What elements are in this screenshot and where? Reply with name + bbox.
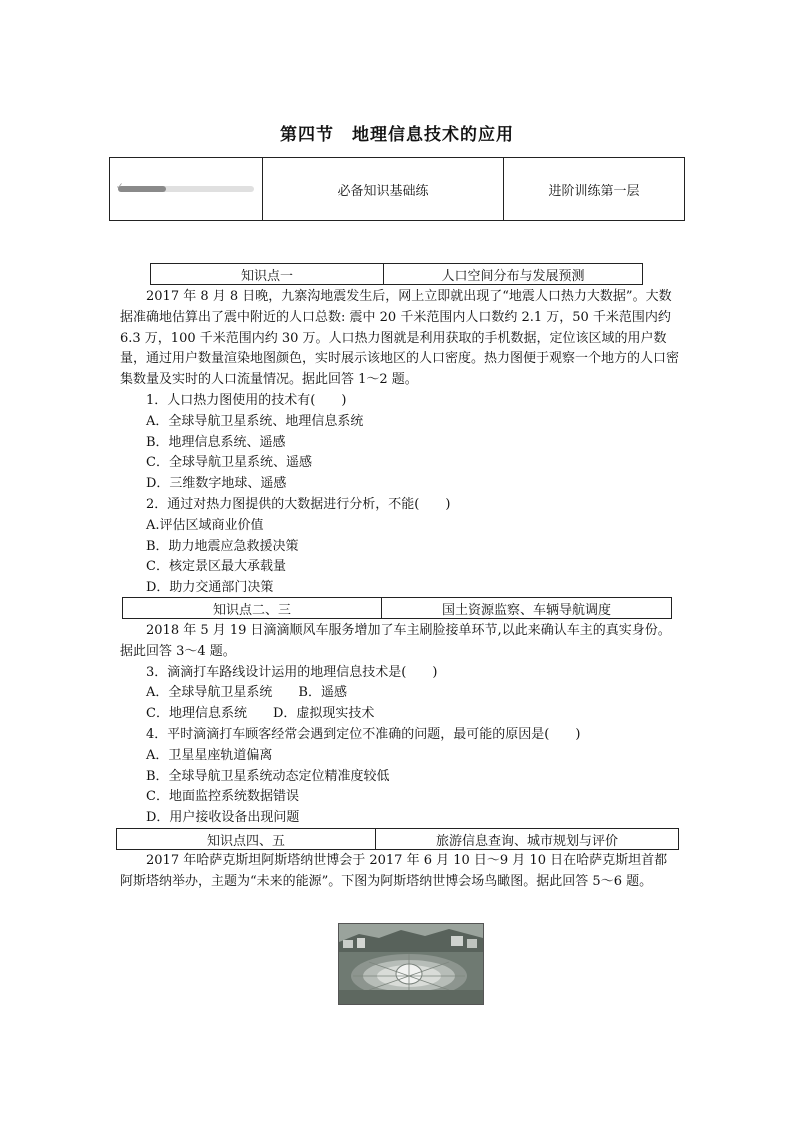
progress-bar-fill	[118, 186, 166, 192]
question-block-2	[120, 621, 680, 829]
checkmark-icon: ✓	[116, 182, 124, 192]
page-title: 第四节 地理信息技术的应用	[280, 125, 514, 145]
option-line: D．用户接收设备出现问题	[146, 810, 300, 826]
exercise-header-table	[109, 157, 685, 221]
progress-bar	[116, 182, 254, 192]
section-header-2	[122, 597, 672, 619]
section-knowledge-point: 知识点一	[151, 264, 384, 285]
option-line: D．三维数字地球、遥感	[146, 476, 287, 492]
option-line: A.评估区域商业价值	[146, 517, 264, 533]
section-header-3	[116, 828, 679, 850]
question-line: 2．通过对热力图提供的大数据进行分析，不能( )	[146, 496, 451, 512]
question-line: 4．平时滴滴打车顾客经常会遇到定位不准确的问题，最可能的原因是( )	[146, 726, 581, 742]
option-line: C．地理信息系统 D．虚拟现实技术	[146, 706, 375, 722]
option-line: C．全球导航卫星系统、遥感	[146, 455, 312, 471]
level-basic-label: 必备知识基础练	[263, 158, 504, 221]
option-line: A．卫星星座轨道偏离	[146, 747, 273, 763]
question-block-1	[120, 287, 680, 599]
level-advanced-label: 进阶训练第一层	[504, 158, 685, 221]
option-line: D．助力交通部门决策	[146, 580, 274, 596]
section-topic: 国土资源监察、车辆导航调度	[382, 598, 672, 619]
option-line: C．地面监控系统数据错误	[146, 789, 299, 805]
passage: 2018 年 5 月 19 日滴滴顺风车服务增加了车主刷脸接单环节,以此来确认车主的真实身份。据此回答 3～4 题。	[120, 623, 671, 659]
progress-cell	[110, 158, 263, 221]
question-line: 1．人口热力图使用的技术有( )	[146, 392, 347, 408]
section-knowledge-point: 知识点四、五	[117, 829, 376, 850]
passage: 2017 年哈萨克斯坦阿斯塔纳世博会于 2017 年 6 月 10 日～9 月 10 日在哈萨克斯坦首都阿斯塔纳举办，主题为“未来的能源”。下图为阿斯塔纳世博会场鸟瞰图。据此回答 5～6 题。	[120, 853, 668, 889]
section-topic: 旅游信息查询、城市规划与评价	[376, 829, 679, 850]
option-line: B．全球导航卫星系统动态定位精准度较低	[146, 768, 390, 784]
option-line: A．全球导航卫星系统、地理信息系统	[146, 413, 364, 429]
expo-aerial-photo	[338, 923, 484, 1005]
option-line: B．地理信息系统、遥感	[146, 434, 286, 450]
option-line: A．全球导航卫星系统 B．遥感	[146, 685, 347, 701]
question-line: 3．滴滴打车路线设计运用的地理信息技术是( )	[146, 664, 438, 680]
section-header-1	[150, 263, 643, 285]
option-line: C．核定景区最大承载量	[146, 559, 286, 575]
question-block-3	[120, 851, 680, 893]
option-line: B．助力地震应急救援决策	[146, 538, 299, 554]
section-topic: 人口空间分布与发展预测	[384, 264, 643, 285]
passage: 2017 年 8 月 8 日晚，九寨沟地震发生后，网上立即就出现了“地震人口热力大数据”。大数据准确地估算出了震中附近的人口总数: 震中 20 千米范围内人口数约 2.1 万，50 千米范围内约 6.3 万，100 千米范围内约 30 万。人口热力图就是利用获取的手机数据，定位该区域的用户数量，通过用户数量渲染地图颜色，实时展示该地区的人口密度。热力图便于观察一个地方的人口密集数量及实时的人口流量情况。据此回答 1～2 题。	[120, 289, 680, 388]
section-knowledge-point: 知识点二、三	[123, 598, 382, 619]
